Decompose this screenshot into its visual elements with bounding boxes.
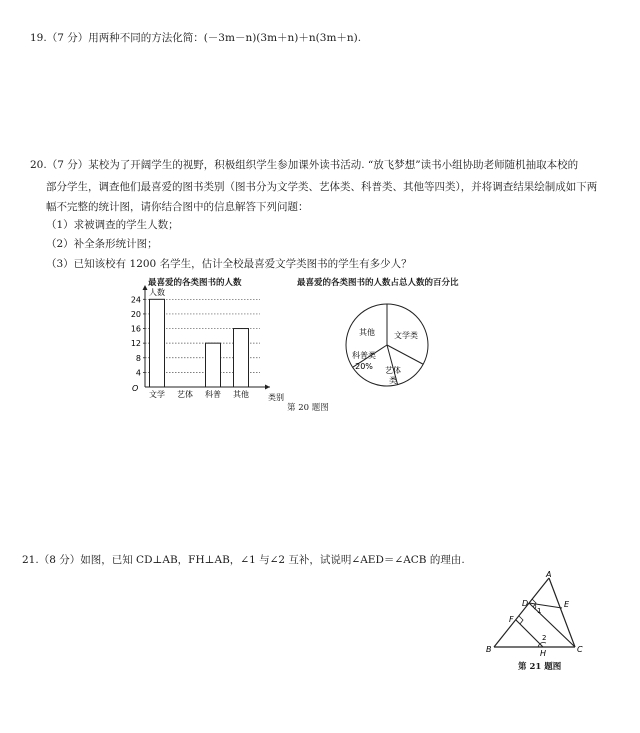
x-axis-label: 类别 bbox=[268, 393, 284, 402]
y-tick-label: 16 bbox=[130, 324, 141, 334]
x-tick-label: 其他 bbox=[233, 390, 249, 399]
y-axis-label: 人数 bbox=[149, 288, 165, 297]
bar-chart bbox=[120, 280, 295, 405]
pie-slice-label-1: 文学类 bbox=[394, 331, 418, 340]
pie-chart-title: 最喜爱的各类图书的人数占总人数的百分比 bbox=[297, 278, 459, 288]
figure-20-caption: 第 20 题图 bbox=[287, 403, 329, 413]
pie-slice-label-2: 类 bbox=[389, 376, 397, 385]
bar-1 bbox=[150, 299, 165, 387]
question-19: 19.（7 分）用两种不同的方法化简：(－3m－n)(3m＋n)＋n(3m＋n). bbox=[30, 32, 362, 44]
bar-3 bbox=[206, 343, 221, 387]
y-tick-label: 8 bbox=[135, 353, 141, 363]
x-tick-label: 艺体 bbox=[177, 390, 193, 399]
pie-slice-percent: 20% bbox=[355, 362, 373, 371]
point-B-label: B bbox=[486, 645, 492, 654]
q20-line-5: （2）补全条形统计图； bbox=[46, 238, 158, 250]
y-tick-label: 4 bbox=[135, 368, 141, 378]
x-axis-arrow bbox=[265, 385, 270, 390]
q20-line-4: （1）求被调查的学生人数； bbox=[46, 219, 179, 231]
pie-chart bbox=[340, 290, 440, 400]
y-tick-label: 20 bbox=[130, 309, 141, 319]
question-21: 21.（8 分）如图，已知 CD⊥AB，FH⊥AB，∠1 与∠2 互补，试说明∠AED＝∠ACB 的理由. bbox=[22, 554, 465, 566]
angle-1-label: 1 bbox=[537, 607, 542, 615]
triangle-figure bbox=[485, 570, 585, 660]
segment-FH bbox=[516, 620, 543, 647]
y-axis-arrow bbox=[143, 285, 148, 290]
bar-chart-title: 最喜爱的各类图书的人数 bbox=[148, 278, 242, 288]
x-tick-label: 科普 bbox=[205, 390, 221, 399]
bar-4 bbox=[234, 329, 249, 387]
x-tick-label: 文学 bbox=[149, 390, 165, 399]
origin-label: O bbox=[132, 384, 139, 393]
angle-2-label: 2 bbox=[542, 634, 547, 642]
figure-21-caption: 第 21 题图 bbox=[518, 662, 562, 672]
q20-line-6: （3）已知该校有 1200 名学生，估计全校最喜爱文学类图书的学生有多少人？ bbox=[46, 258, 412, 270]
q20-line-3: 幅不完整的统计图，请你结合图中的信息解答下列问题： bbox=[46, 201, 309, 213]
point-F-label: F bbox=[509, 615, 514, 624]
pie-slice-label-2: 艺体 bbox=[385, 366, 401, 375]
y-tick-label: 12 bbox=[130, 339, 141, 349]
pie-slice-label-3: 科普类 bbox=[352, 351, 376, 360]
point-D-label: D bbox=[522, 599, 529, 608]
point-A-label: A bbox=[546, 570, 552, 579]
point-E-label: E bbox=[564, 600, 570, 609]
y-tick-label: 24 bbox=[130, 295, 141, 305]
pie-slice-label-4: 其他 bbox=[359, 328, 375, 337]
segment-AC bbox=[549, 578, 575, 647]
point-C-label: C bbox=[577, 645, 583, 654]
right-angle-mark-F bbox=[519, 616, 523, 624]
point-H-label: H bbox=[540, 649, 547, 658]
q20-line-2: 部分学生，调查他们最喜爱的图书类别（图书分为文学类、艺体类、科普类、其他等四类），并将调查结果绘制成如下两 bbox=[46, 181, 598, 193]
q20-line-1: 20.（7 分）某校为了开阔学生的视野，积极组织学生参加课外读书活动. “放飞梦想”读书小组协助老师随机抽取本校的 bbox=[30, 159, 579, 171]
